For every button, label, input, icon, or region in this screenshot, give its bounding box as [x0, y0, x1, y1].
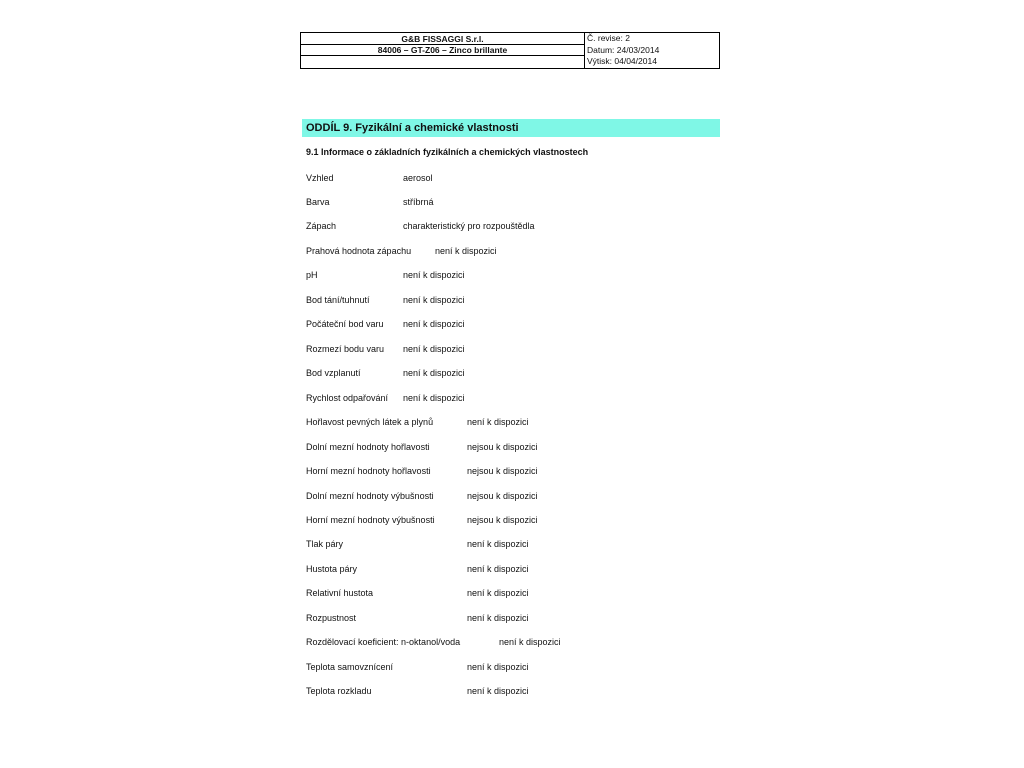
document-header-table	[300, 32, 720, 69]
property-value: není k dispozici	[467, 686, 529, 696]
property-value: nejsou k dispozici	[467, 491, 538, 501]
property-label: Barva	[306, 197, 330, 207]
company-name: G&B FISSAGGI S.r.l.	[301, 33, 584, 45]
revision-number: Č. revise: 2	[587, 33, 630, 43]
property-label: Bod vzplanutí	[306, 368, 361, 378]
property-label: Hořlavost pevných látek a plynů	[306, 417, 434, 427]
subsection-title: 9.1 Informace o základních fyzikálních a chemických vlastnostech	[306, 147, 589, 157]
property-value: není k dispozici	[403, 270, 465, 280]
property-label: Rozdělovací koeficient: n-oktanol/voda	[306, 637, 461, 647]
property-label: Horní mezní hodnoty hořlavosti	[306, 466, 431, 476]
property-value: aerosol	[403, 173, 433, 183]
property-label: Relativní hustota	[306, 588, 374, 598]
property-label: Horní mezní hodnoty výbušnosti	[306, 515, 435, 525]
property-value: stříbrná	[403, 197, 434, 207]
property-value: není k dispozici	[403, 344, 465, 354]
product-name: 84006 – GT-Z06 – Zinco brillante	[301, 45, 584, 56]
property-value: nejsou k dispozici	[467, 515, 538, 525]
property-label: Rozpustnost	[306, 613, 357, 623]
property-value: charakteristický pro rozpouštědla	[403, 221, 535, 231]
property-label: Hustota páry	[306, 564, 358, 574]
revision-date: Datum: 24/03/2014	[587, 44, 660, 55]
property-value: není k dispozici	[403, 393, 465, 403]
property-value: není k dispozici	[467, 539, 529, 549]
property-value: nejsou k dispozici	[467, 442, 538, 452]
property-label: Rychlost odpařování	[306, 393, 389, 403]
property-value: není k dispozici	[467, 662, 529, 672]
property-label: Teplota samovznícení	[306, 662, 394, 672]
property-value: není k dispozici	[467, 588, 529, 598]
property-value: není k dispozici	[403, 295, 465, 305]
property-value: není k dispozici	[467, 564, 529, 574]
property-label: Bod tání/tuhnutí	[306, 295, 370, 305]
property-label: Vzhled	[306, 173, 334, 183]
property-label: pH	[306, 270, 318, 280]
section-title: ODDÍL 9. Fyzikální a chemické vlastnosti	[306, 122, 519, 134]
property-label: Dolní mezní hodnoty hořlavosti	[306, 442, 430, 452]
property-value: není k dispozici	[467, 417, 529, 427]
property-label: Zápach	[306, 221, 337, 231]
property-value: není k dispozici	[403, 368, 465, 378]
property-label: Teplota rozkladu	[306, 686, 372, 696]
property-label: Tlak páry	[306, 539, 344, 549]
header-right-cell	[587, 33, 719, 68]
property-value: nejsou k dispozici	[467, 466, 538, 476]
property-value: není k dispozici	[435, 246, 497, 256]
header-left-cell	[301, 33, 585, 68]
property-label: Počáteční bod varu	[306, 319, 384, 329]
print-date: Výtisk: 04/04/2014	[587, 56, 657, 66]
property-value: není k dispozici	[403, 319, 465, 329]
property-label: Dolní mezní hodnoty výbušnosti	[306, 491, 434, 501]
section-heading-bar	[302, 119, 720, 137]
property-value: není k dispozici	[499, 637, 561, 647]
property-label: Rozmezí bodu varu	[306, 344, 385, 354]
property-value: není k dispozici	[467, 613, 529, 623]
property-label: Prahová hodnota zápachu	[306, 246, 412, 256]
